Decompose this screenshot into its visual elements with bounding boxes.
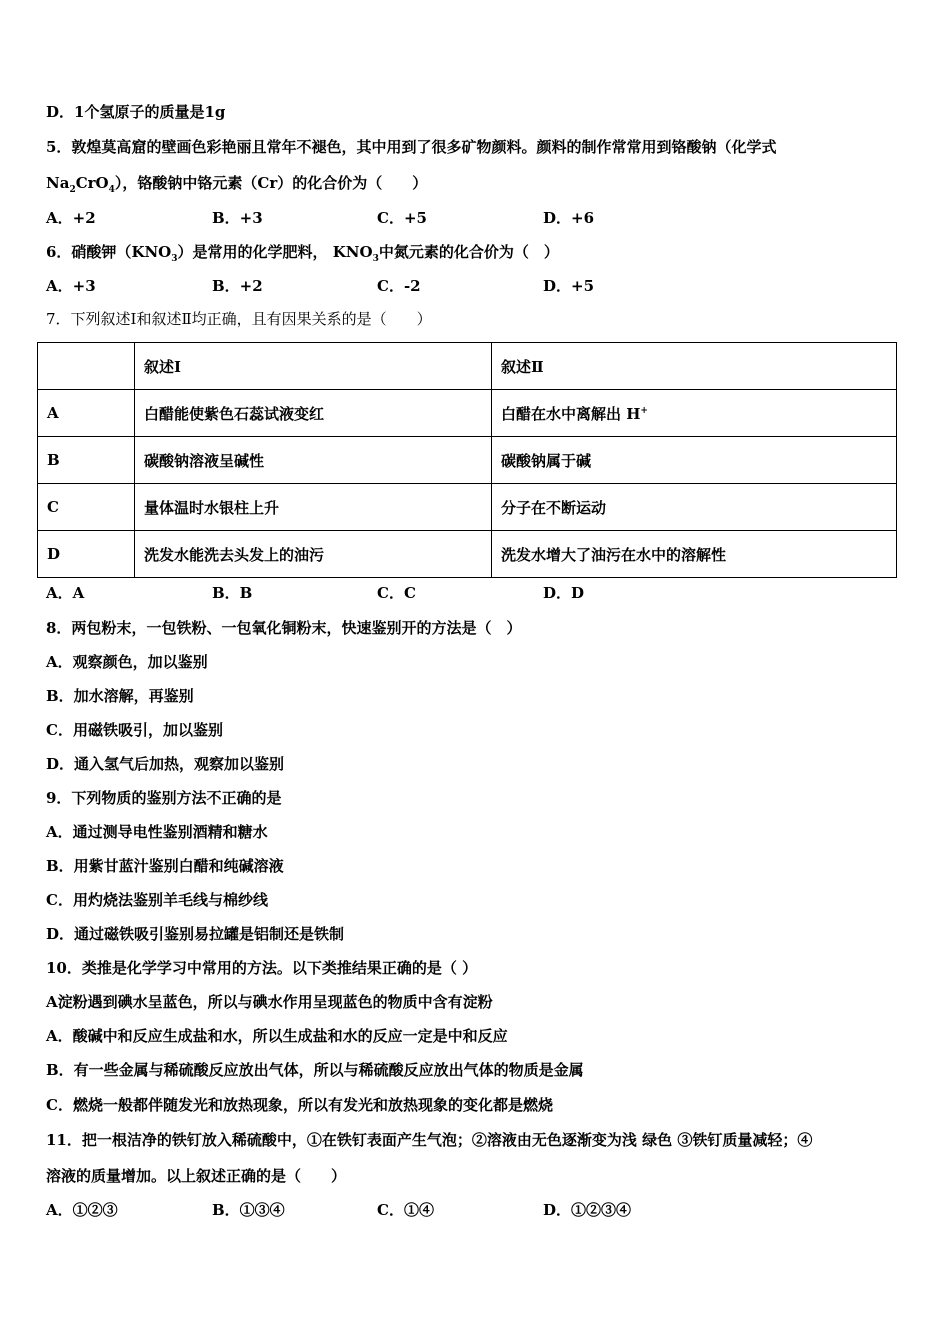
q8-option-b[interactable]: B．加水溶解，再鉴别 [46, 687, 194, 705]
q5-stem-line1: 5．敦煌莫高窟的壁画色彩艳丽且常年不褪色，其中用到了很多矿物颜料。颜料的制作常常用到铬酸钠（化学式 [46, 138, 777, 156]
q8-option-c[interactable]: C．用磁铁吸引，加以鉴别 [46, 721, 223, 739]
q10-option-a-unlabeled[interactable]: A淀粉遇到碘水呈蓝色，所以与碘水作用呈现蓝色的物质中含有淀粉 [46, 993, 493, 1011]
q5-stem-line2: $Na_2CrO_4$），铬酸钠中铬元素（Cr）的化合价为（ ） [46, 174, 428, 195]
row-label: D [38, 531, 135, 578]
q10-option-b[interactable]: B．有一些金属与稀硫酸反应放出气体，所以与稀硫酸反应放出气体的物质是金属 [46, 1061, 584, 1079]
row-statement-2: 白醋在水中离解出 H+ [492, 390, 897, 437]
q6-stem: 6．硝酸钾$(KNO_3)$是常用的化学肥料， $KNO_3$中氮元素的化合价为（ ） [46, 243, 559, 264]
q9-option-c[interactable]: C．用灼烧法鉴别羊毛线与棉纱线 [46, 891, 268, 909]
row-statement-2: 分子在不断运动 [492, 484, 897, 531]
row-statement-1: 白醋能使紫色石蕊试液变红 [135, 390, 492, 437]
q9-option-b[interactable]: B．用紫甘蓝汁鉴别白醋和纯碱溶液 [46, 857, 284, 875]
q9-stem: 9．下列物质的鉴别方法不正确的是 [46, 789, 282, 807]
q11-option-b[interactable]: B．①③④ [212, 1201, 285, 1219]
q7-option-c[interactable]: C．C [377, 584, 416, 602]
row-label: B [38, 437, 135, 484]
q11-stem-line2: 溶液的质量增加。以上叙述正确的是（ ） [46, 1167, 347, 1185]
q9-option-a[interactable]: A．通过测导电性鉴别酒精和糖水 [46, 823, 268, 841]
q10-option-c[interactable]: C．燃烧一般都伴随发光和放热现象，所以有发光和放热现象的变化都是燃烧 [46, 1096, 553, 1114]
q8-stem: 8．两包粉末，一包铁粉、一包氧化铜粉末，快速鉴别开的方法是（ ） [46, 619, 522, 637]
q9-option-d[interactable]: D．通过磁铁吸引鉴别易拉罐是铝制还是铁制 [46, 925, 345, 943]
q11-stem-line1: 11．把一根洁净的铁钉放入稀硫酸中，①在铁钉表面产生气泡；②溶液由无色逐渐变为浅 绿色 ③铁钉质量减轻；④ [46, 1131, 813, 1149]
row-statement-1: 碳酸钠溶液呈碱性 [135, 437, 492, 484]
q5-option-d[interactable]: D．+6 [543, 209, 595, 227]
q7-option-a[interactable]: A．A [46, 584, 85, 602]
row-statement-2: 碳酸钠属于碱 [492, 437, 897, 484]
q11-option-d[interactable]: D．①②③④ [543, 1201, 632, 1219]
q11-option-c[interactable]: C．①④ [377, 1201, 434, 1219]
q11-option-a[interactable]: A．①②③ [46, 1201, 118, 1219]
q8-option-d[interactable]: D．通入氢气后加热，观察加以鉴别 [46, 755, 285, 773]
q6-option-b[interactable]: B．+2 [212, 277, 263, 295]
row-statement-1: 洗发水能洗去头发上的油污 [135, 531, 492, 578]
row-label: A [38, 390, 135, 437]
q6-option-c[interactable]: C．-2 [377, 277, 421, 295]
row-statement-1: 量体温时水银柱上升 [135, 484, 492, 531]
q8-option-a[interactable]: A．观察颜色，加以鉴别 [46, 653, 208, 671]
q7-option-b[interactable]: B．B [212, 584, 253, 602]
table-row [38, 531, 897, 578]
table-cell [38, 343, 135, 390]
q5-option-a[interactable]: A．+2 [46, 209, 96, 227]
q7-option-d[interactable]: D．D [543, 584, 585, 602]
q5-option-b[interactable]: B．+3 [212, 209, 263, 227]
table-row [38, 484, 897, 531]
q10-stem: 10．类推是化学学习中常用的方法。以下类推结果正确的是（ ） [46, 959, 478, 977]
q6-option-d[interactable]: D．+5 [543, 277, 595, 295]
q6-option-a[interactable]: A．+3 [46, 277, 96, 295]
table-header-statement-1: 叙述Ⅰ [135, 343, 492, 390]
table-row [38, 437, 897, 484]
row-label: C [38, 484, 135, 531]
q7-table [37, 342, 897, 578]
table-header-row [38, 343, 897, 390]
table-header-statement-2: 叙述Ⅱ [492, 343, 897, 390]
q10-option-a[interactable]: A．酸碱中和反应生成盐和水，所以生成盐和水的反应一定是中和反应 [46, 1027, 508, 1045]
q7-stem: 7．下列叙述Ⅰ和叙述Ⅱ均正确，且有因果关系的是（ ） [46, 310, 432, 328]
q5-option-c[interactable]: C．+5 [377, 209, 427, 227]
q4-option-d: D．1个氢原子的质量是1g [46, 103, 226, 121]
table-row [38, 390, 897, 437]
row-statement-2: 洗发水增大了油污在水中的溶解性 [492, 531, 897, 578]
